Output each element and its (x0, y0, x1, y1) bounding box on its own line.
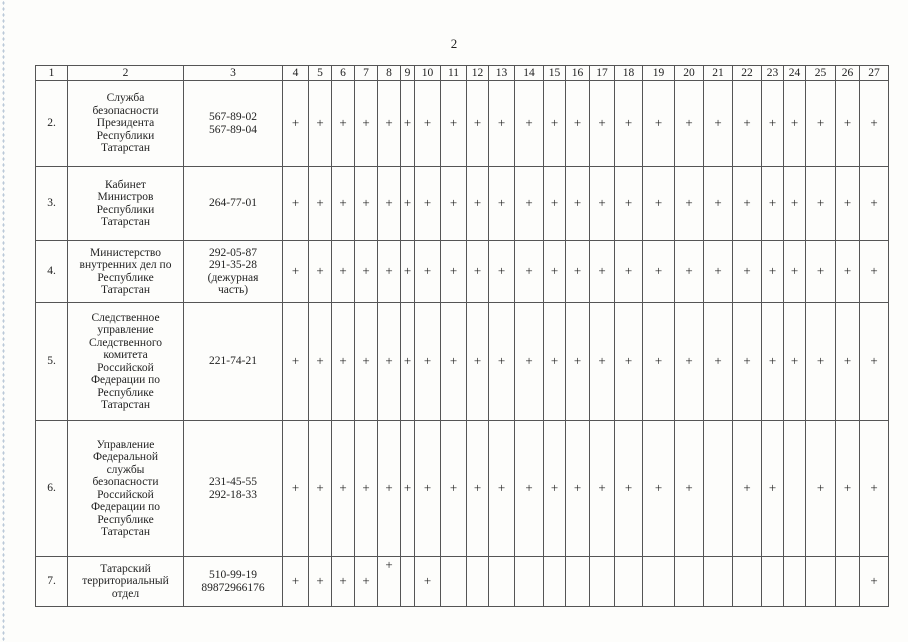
mark-cell: + (441, 81, 467, 167)
mark-cell (615, 557, 643, 607)
mark-cell: + (467, 241, 489, 303)
mark-cell: + (615, 81, 643, 167)
row-number: 5. (36, 303, 68, 421)
mark-cell: + (615, 421, 643, 557)
header-cell: 27 (860, 66, 889, 81)
mark-cell: + (566, 81, 590, 167)
mark-cell: + (784, 241, 806, 303)
mark-cell: + (544, 303, 566, 421)
mark-cell: + (784, 167, 806, 241)
header-cell: 10 (415, 66, 441, 81)
mark-cell: + (415, 167, 441, 241)
mark-cell: + (489, 241, 515, 303)
mark-cell: + (762, 303, 784, 421)
mark-cell (836, 557, 860, 607)
organization-name-line: Федерации по (90, 374, 161, 386)
mark-cell: + (590, 303, 615, 421)
mark-cell: + (515, 81, 544, 167)
organization-name (68, 421, 184, 557)
mark-cell: + (860, 81, 889, 167)
organization-name-line: управление (97, 324, 154, 336)
mark-cell (704, 421, 733, 557)
organization-name-line: Федеральной (93, 451, 158, 463)
mark-cell: + (704, 241, 733, 303)
mark-cell: + (704, 167, 733, 241)
mark-cell: + (441, 167, 467, 241)
mark-cell: + (762, 421, 784, 557)
mark-cell: + (733, 167, 762, 241)
phone-line: (дежурная (207, 271, 259, 284)
header-cell: 15 (544, 66, 566, 81)
table-row (36, 167, 889, 241)
organization-name-line: Кабинет (105, 178, 146, 191)
organization-name-line: Республики (96, 203, 155, 216)
mark-cell: + (733, 81, 762, 167)
mark-cell: + (544, 241, 566, 303)
mark-cell: + (309, 421, 332, 557)
mark-cell: + (441, 241, 467, 303)
header-cell: 13 (489, 66, 515, 81)
mark-cell (784, 421, 806, 557)
mark-cell: + (355, 421, 378, 557)
mark-cell: + (836, 421, 860, 557)
table-body (36, 81, 889, 607)
mark-cell: + (615, 167, 643, 241)
mark-cell: + (489, 421, 515, 557)
organization-name-line: Республики (96, 129, 155, 142)
organization-name (68, 303, 184, 421)
mark-cell: + (415, 557, 441, 607)
mark-cell: + (675, 303, 704, 421)
mark-cell: + (309, 81, 332, 167)
mark-cell (806, 557, 836, 607)
mark-cell: + (489, 81, 515, 167)
mark-cell: + (590, 167, 615, 241)
header-cell: 18 (615, 66, 643, 81)
mark-cell: + (415, 421, 441, 557)
mark-cell: + (309, 557, 332, 607)
mark-cell: + (283, 81, 309, 167)
mark-cell (467, 557, 489, 607)
mark-cell: + (544, 81, 566, 167)
phone-numbers (184, 557, 283, 607)
header-cell: 11 (441, 66, 467, 81)
mark-cell: + (441, 303, 467, 421)
mark-cell: + (544, 421, 566, 557)
row-number: 2. (36, 81, 68, 167)
mark-cell: + (332, 167, 355, 241)
mark-cell: + (515, 241, 544, 303)
mark-cell (515, 557, 544, 607)
mark-cell: + (675, 241, 704, 303)
phone-numbers (184, 241, 283, 303)
mark-cell: + (401, 303, 415, 421)
mark-cell: + (566, 303, 590, 421)
mark-cell (566, 557, 590, 607)
mark-cell: + (733, 241, 762, 303)
header-cell: 26 (836, 66, 860, 81)
mark-cell: + (590, 81, 615, 167)
organization-name-line: Татарстан (100, 399, 151, 411)
mark-cell: + (309, 167, 332, 241)
organization-name-line: Следственное (91, 311, 160, 324)
mark-cell: + (355, 167, 378, 241)
mark-cell: + (309, 303, 332, 421)
organization-name-line: Российской (97, 488, 154, 501)
organization-name-line: Управление (96, 438, 155, 451)
header-cell: 9 (401, 66, 415, 81)
organization-name-line: Татарстан (100, 526, 151, 538)
mark-cell: + (332, 303, 355, 421)
mark-cell: + (332, 557, 355, 607)
phone-line: 291-35-28 (209, 259, 257, 271)
mark-cell (441, 557, 467, 607)
mark-cell: + (784, 81, 806, 167)
mark-cell: + (566, 167, 590, 241)
header-cell: 19 (643, 66, 675, 81)
mark-cell: + (355, 557, 378, 607)
mark-cell: + (836, 81, 860, 167)
table-row (36, 557, 889, 607)
mark-cell: + (860, 557, 889, 607)
mark-cell: + (590, 421, 615, 557)
phone-line: 292-05-87 (209, 246, 257, 259)
organization-name-line: Республике (97, 271, 154, 284)
mark-cell: + (643, 167, 675, 241)
mark-cell: + (643, 303, 675, 421)
header-cell: 8 (378, 66, 401, 81)
mark-cell (733, 557, 762, 607)
header-cell: 7 (355, 66, 378, 81)
organization-name-line: отдел (111, 587, 140, 600)
mark-cell: + (489, 167, 515, 241)
header-cell: 25 (806, 66, 836, 81)
mark-cell (590, 557, 615, 607)
phone-line: 567-89-02 (209, 111, 257, 123)
organization-name (68, 241, 184, 303)
mark-cell: + (283, 557, 309, 607)
mark-cell: + (806, 303, 836, 421)
mark-cell: + (283, 241, 309, 303)
mark-cell: + (283, 421, 309, 557)
organization-name-line: Татарстан (100, 142, 151, 155)
mark-cell: + (836, 167, 860, 241)
phone-line: 292-18-33 (209, 488, 257, 501)
organization-name-line: Республике (97, 386, 154, 399)
organization-name-line: Федерации по (90, 501, 161, 513)
mark-cell: + (675, 167, 704, 241)
organization-name (68, 557, 184, 607)
mark-cell: + (283, 303, 309, 421)
mark-cell: + (566, 241, 590, 303)
phone-line: 221-74-21 (209, 355, 257, 368)
row-number: 3. (36, 167, 68, 241)
mark-cell: + (675, 421, 704, 557)
header-cell: 23 (762, 66, 784, 81)
page-number: 2 (450, 36, 458, 51)
mark-cell (643, 557, 675, 607)
mark-cell: + (643, 421, 675, 557)
mark-cell (401, 557, 415, 607)
table-row (36, 81, 889, 167)
header-cell: 4 (283, 66, 309, 81)
header-cell: 6 (332, 66, 355, 81)
mark-cell: + (704, 81, 733, 167)
organization-name-line: Следственного (88, 336, 163, 349)
mark-cell (675, 557, 704, 607)
mark-cell: + (309, 241, 332, 303)
phone-line: часть) (217, 284, 249, 296)
table-row (36, 303, 889, 421)
header-cell: 17 (590, 66, 615, 81)
mark-cell: + (467, 303, 489, 421)
header-cell: 16 (566, 66, 590, 81)
header-row (36, 66, 889, 81)
mark-cell: + (615, 303, 643, 421)
organization-name (68, 167, 184, 241)
mark-cell: + (806, 421, 836, 557)
organization-name-line: безопасности (92, 476, 159, 488)
mark-cell: + (401, 81, 415, 167)
row-number: 7. (36, 557, 68, 607)
mark-cell: + (378, 167, 401, 241)
mark-cell: + (675, 81, 704, 167)
mark-cell: + (401, 421, 415, 557)
mark-cell: + (860, 167, 889, 241)
header-cell: 14 (515, 66, 544, 81)
phone-line: 567-89-04 (209, 123, 257, 136)
header-cell: 1 (36, 66, 68, 81)
phone-numbers (184, 81, 283, 167)
phone-line: 510-99-19 (209, 569, 257, 581)
mark-cell: + (378, 241, 401, 303)
mark-cell (489, 557, 515, 607)
header-cell: 20 (675, 66, 704, 81)
phone-line: 89872966176 (201, 581, 265, 594)
mark-cell: + (355, 241, 378, 303)
mark-cell (762, 557, 784, 607)
mark-cell: + (762, 81, 784, 167)
mark-cell: + (643, 81, 675, 167)
mark-cell: + (355, 81, 378, 167)
header-cell: 24 (784, 66, 806, 81)
mark-cell: + (544, 167, 566, 241)
organization-name-line: службы (106, 463, 145, 476)
mark-cell: + (590, 241, 615, 303)
organization-name-line: Татарстан (100, 284, 151, 296)
organization-name-line: безопасности (92, 104, 159, 117)
mark-cell: + (784, 303, 806, 421)
mark-cell: + (515, 303, 544, 421)
mark-cell: + (283, 167, 309, 241)
mark-cell: + (615, 241, 643, 303)
mark-cell: + (467, 421, 489, 557)
mark-cell: + (332, 241, 355, 303)
mark-cell: + (378, 303, 401, 421)
mark-cell: + (401, 167, 415, 241)
mark-cell: + (355, 303, 378, 421)
header-cell: 5 (309, 66, 332, 81)
mark-cell: + (489, 303, 515, 421)
mark-cell: + (860, 303, 889, 421)
row-number: 4. (36, 241, 68, 303)
mark-cell: + (836, 241, 860, 303)
organization-name-line: Республике (97, 513, 154, 526)
organization-name-line: комитета (103, 349, 148, 361)
mark-cell: + (515, 167, 544, 241)
header-cell: 22 (733, 66, 762, 81)
mark-cell: + (806, 81, 836, 167)
header-cell: 21 (704, 66, 733, 81)
mark-cell: + (467, 167, 489, 241)
mark-cell (704, 557, 733, 607)
mark-cell: + (860, 421, 889, 557)
organization-name-line: Татарский (100, 562, 151, 575)
mark-cell: + (378, 81, 401, 167)
phone-numbers (184, 167, 283, 241)
mark-cell: + (441, 421, 467, 557)
mark-cell: + (704, 303, 733, 421)
mark-cell: + (401, 241, 415, 303)
organization-name-line: территориальный (82, 575, 169, 588)
row-number: 6. (36, 421, 68, 557)
phone-line: 231-45-55 (209, 476, 257, 488)
organization-name-line: внутренних дел по (79, 259, 172, 271)
header-cell: 2 (68, 66, 184, 81)
mark-cell: + (643, 241, 675, 303)
mark-cell: + (806, 167, 836, 241)
table-row (36, 421, 889, 557)
table-row (36, 241, 889, 303)
mark-cell: + (733, 303, 762, 421)
mark-cell: + (836, 303, 860, 421)
mark-cell: + (415, 81, 441, 167)
mark-cell: + (415, 241, 441, 303)
header-cell: 12 (467, 66, 489, 81)
mark-cell: + (467, 81, 489, 167)
organization-name-line: Российской (97, 361, 154, 374)
organization-name-line: Министерство (90, 246, 161, 259)
page-edge-dots (2, 0, 5, 642)
mark-cell: + (332, 421, 355, 557)
mark-cell: + (566, 421, 590, 557)
phone-numbers (184, 303, 283, 421)
mark-cell: + (332, 81, 355, 167)
organization-name-line: Министров (97, 191, 154, 203)
phone-numbers (184, 421, 283, 557)
header-cell: 3 (184, 66, 283, 81)
mark-cell: + (762, 167, 784, 241)
schedule-table (35, 65, 889, 607)
mark-cell: + (733, 421, 762, 557)
mark-cell: + (378, 557, 401, 607)
organization-name-line: Татарстан (100, 216, 151, 228)
mark-cell: + (860, 241, 889, 303)
phone-line: 264-77-01 (209, 197, 257, 210)
mark-cell (544, 557, 566, 607)
organization-name (68, 81, 184, 167)
mark-cell: + (762, 241, 784, 303)
organization-name-line: Служба (106, 92, 145, 105)
organization-name-line: Президента (96, 117, 155, 130)
mark-cell: + (378, 421, 401, 557)
mark-cell: + (515, 421, 544, 557)
mark-cell: + (415, 303, 441, 421)
mark-cell (784, 557, 806, 607)
mark-cell: + (806, 241, 836, 303)
